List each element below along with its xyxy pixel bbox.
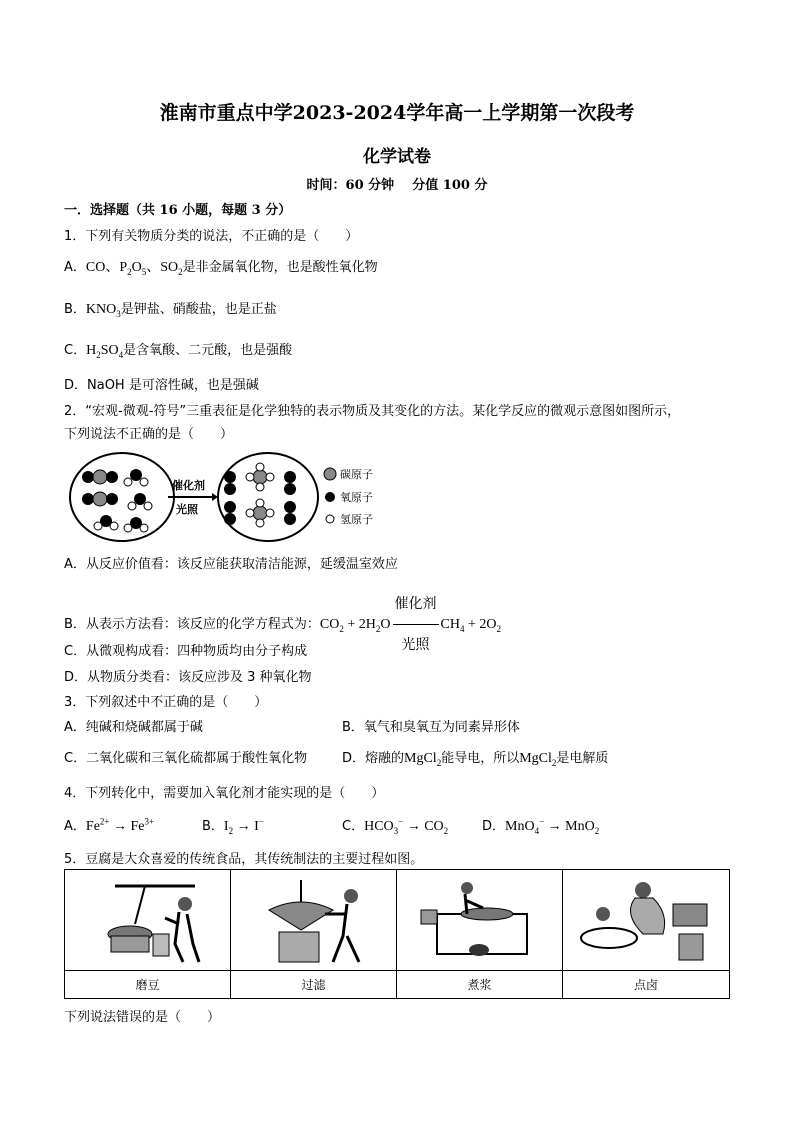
q1-option-a: A．CO、$P_2O_5$、$SO_2$是非金属氧化物，也是酸性氧化物: [64, 260, 378, 277]
score-label: 分值 100 分: [412, 178, 488, 193]
legend-oxygen: 氧原子: [340, 491, 373, 504]
q3-d-mid: 能导电，所以: [441, 751, 520, 766]
reaction-diagram: [64, 447, 394, 547]
step-boiling: [397, 870, 563, 998]
tofu-process-table: [64, 869, 730, 999]
equation-catalyst: 催化剂: [393, 584, 439, 625]
q3-d-pre: D．熔融的: [342, 751, 405, 766]
diagram-light-label: 光照: [176, 503, 198, 516]
equation-light: 光照: [401, 637, 430, 653]
time-label: 时间：60 分钟: [306, 178, 395, 193]
q1-option-c: C．$H_2SO_4$是含氧酸、二元酸，也是强酸: [64, 343, 293, 360]
step-filtering: [231, 870, 397, 998]
q2-b-text: B．从表示方法看：该反应的化学方程式为：: [64, 617, 320, 632]
q5-followup: 下列说法错误的是（ ）: [64, 1010, 221, 1025]
q1-c-text: 是含氧酸、二元酸，也是强酸: [123, 343, 293, 358]
step-label-coagulating: 点卤: [563, 970, 729, 999]
q1-stem: 1．下列有关物质分类的说法，不正确的是（ ）: [64, 229, 359, 244]
page-subtitle: 化学试卷: [363, 147, 431, 167]
q4-stem: 4．下列转化中，需要加入氧化剂才能实现的是（ ）: [64, 786, 385, 801]
page-title: 淮南市重点中学2023-2024学年高一上学期第一次段考: [159, 102, 635, 124]
legend-carbon: 碳原子: [340, 468, 373, 481]
step-label-filtering: 过滤: [231, 970, 396, 999]
step-label-boiling: 煮浆: [397, 970, 562, 999]
q3-option-b: B．氧气和臭氧互为同素异形体: [342, 720, 520, 735]
legend-hydrogen: 氢原子: [340, 513, 373, 526]
q4-option-b: B．$I_2 \to I^-$: [202, 816, 264, 836]
q3-option-d: D．熔融的MgCl$_2$能导电，所以MgCl$_2$是电解质: [342, 751, 609, 768]
q1-option-d: D．NaOH 是可溶性碱，也是强碱: [64, 378, 259, 393]
q3-option-c: C．二氧化碳和三氧化硫都属于酸性氧化物: [64, 751, 308, 766]
exam-meta: [0, 174, 794, 193]
coagulating-illustration: [573, 874, 719, 966]
filtering-illustration: [241, 874, 387, 966]
q3-option-a: A．纯碱和烧碱都属于碱: [64, 720, 203, 735]
step-coagulating: [563, 870, 729, 998]
q3-d-post: 是电解质: [556, 751, 609, 766]
q4-option-a: A．$Fe^{2+} \to Fe^{3+}$: [64, 816, 155, 834]
q1-a-text: 是非金属氧化物，也是酸性氧化物: [182, 260, 378, 275]
q2-stem-line1: 2．“宏观-微观-符号”三重表征是化学独特的表示物质及其变化的方法。某化学反应的微观示意图如图所示，: [64, 404, 681, 419]
q4-option-d: D．MnO$_4$− → MnO$_2$: [482, 816, 600, 836]
q2-option-a: A．从反应价值看：该反应能获取清洁能源，延缓温室效应: [64, 557, 398, 572]
q3-stem: 3．下列叙述中不正确的是（ ）: [64, 695, 268, 710]
q4-option-c: C．$HCO_3^- \to CO_2$: [342, 816, 449, 836]
co2-molecules: [82, 470, 118, 506]
diagram-legend: [324, 467, 373, 526]
boiling-illustration: [407, 874, 553, 966]
diagram-catalyst-label: 催化剂: [172, 479, 205, 492]
q2-option-d: D．从物质分类看：该反应涉及 3 种氧化物: [64, 670, 312, 685]
q2-stem-line2: 下列说法不正确的是（ ）: [64, 427, 234, 442]
ch4-molecules: [246, 463, 274, 527]
grinding-illustration: [75, 874, 221, 966]
q2-option-b: B．从表示方法看：该反应的化学方程式为：$CO_2 + 2H_2O$ $\frac{\text{催化剂}}{\text{光照}}$ $CH_4 + 2O_2$: [64, 584, 501, 624]
q1-option-b: B．$KNO_3$是钾盐、硝酸盐，也是正盐: [64, 302, 277, 319]
step-label-grinding: 磨豆: [65, 970, 230, 999]
step-grinding: [65, 870, 231, 998]
section-heading: 一．选择题（共 16 小题，每题 3 分）: [64, 203, 292, 218]
q1-b-text: 是钾盐、硝酸盐，也是正盐: [120, 302, 277, 317]
q5-stem: 5．豆腐是大众喜爱的传统食品，其传统制法的主要过程如图。: [64, 852, 424, 867]
q2-option-c: C．从微观构成看：四种物质均由分子构成: [64, 644, 308, 659]
